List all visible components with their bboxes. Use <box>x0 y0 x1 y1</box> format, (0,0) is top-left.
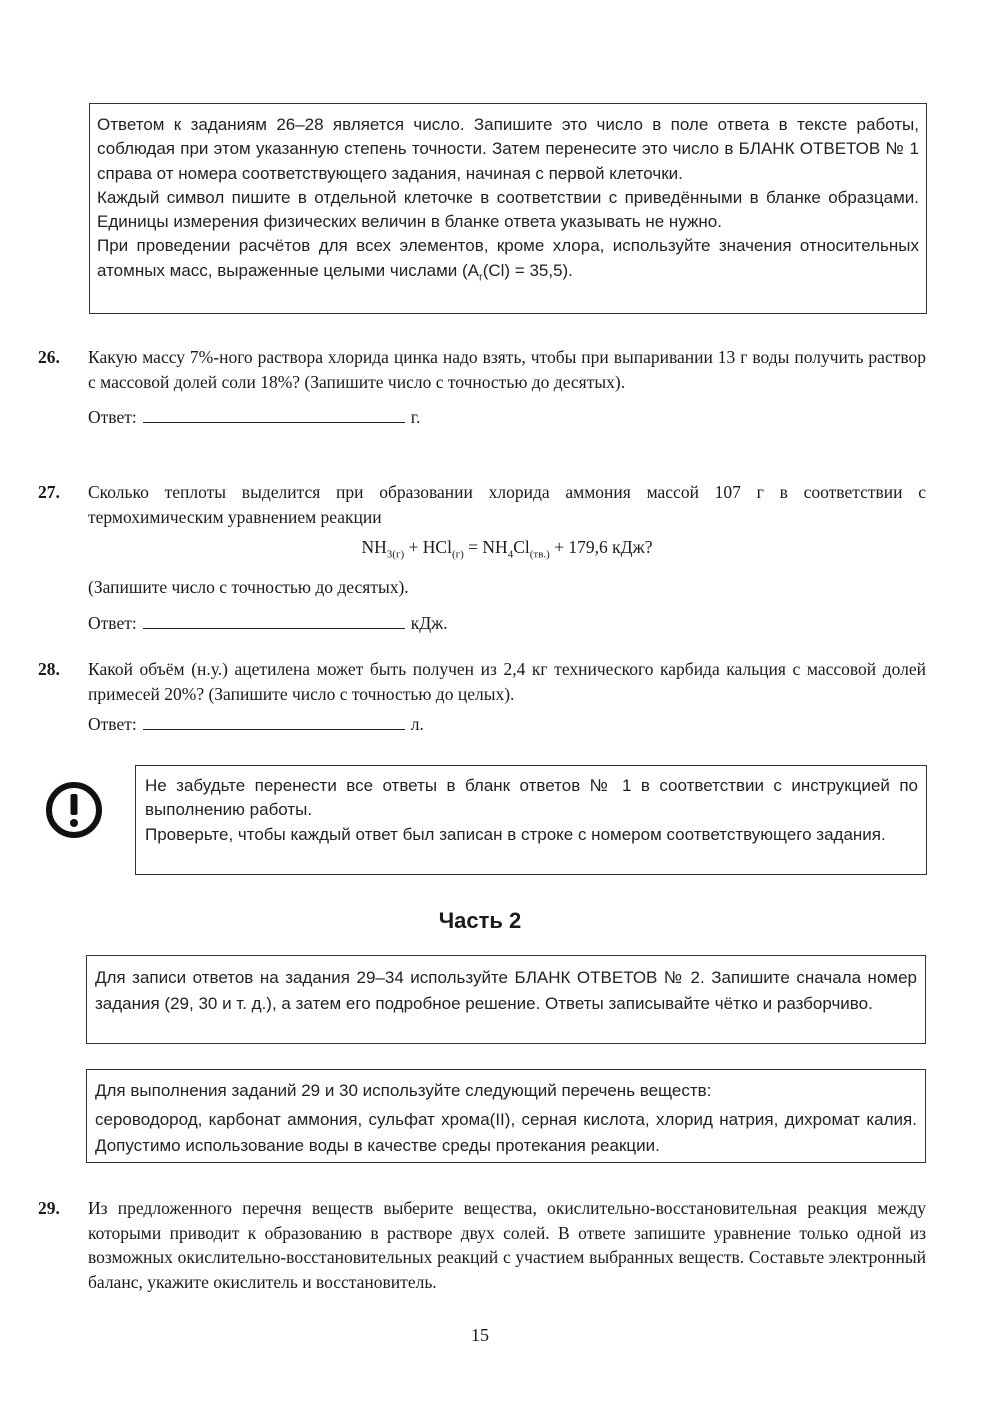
part2-instructions-box <box>86 955 926 1044</box>
exclamation-circle-icon <box>44 780 104 840</box>
reminder-line-1: Не забудьте перенести все ответы в бланк ответов № 1 в соответствии с инструкцией по выполнению работы. <box>145 776 918 820</box>
answer-label: Ответ: <box>88 714 137 734</box>
task-text: Сколько теплоты выделится при образовании хлорида аммония массой 107 г в соответствии с термохимическим уравнением реакции <box>88 482 926 527</box>
part2-instructions: Для записи ответов на задания 29–34 используйте БЛАНК ОТВЕТОВ № 2. Запишите сначала номер задания (29, 30 и т. д.), а затем его подробное решение. Ответы записывайте чётко и разборчиво. <box>95 968 917 1013</box>
answer-row <box>88 405 926 430</box>
answer-field[interactable] <box>143 612 405 629</box>
task-26 <box>38 345 926 430</box>
answer-row <box>88 611 926 636</box>
task-note: (Запишите число с точностью до десятых). <box>88 577 409 597</box>
task-number: 28. <box>38 659 60 679</box>
reminder-box <box>135 765 927 875</box>
task-text: Какую массу 7%-ного раствора хлорида цинка надо взять, чтобы при выпаривании 13 г воды получить раствор с массовой долей соли 18%? (Запишите число с точностью до десятых). <box>88 347 926 392</box>
part-title: Часть 2 <box>438 908 522 933</box>
substances-intro: Для выполнения заданий 29 и 30 используйте следующий перечень веществ: <box>95 1081 712 1100</box>
reminder-line-2: Проверьте, чтобы каждый ответ был записан в строке с номером соответствующего задания. <box>145 824 886 844</box>
task-28 <box>38 657 926 737</box>
answer-field[interactable] <box>143 713 405 730</box>
task-text: Какой объём (н.у.) ацетилена может быть получен из 2,4 кг технического карбида кальция с массовой долей примесей 20%? (Запишите число с точностью до целых). <box>88 659 926 704</box>
instruction-paragraph-3: При проведении расчётов для всех элементов, кроме хлора, используйте значения относительных атомных масс, выраженные целыми числами $(A_r(Cl) = 35,5)$. <box>97 236 919 284</box>
task-number: 27. <box>38 482 60 502</box>
answer-label: Ответ: <box>88 407 137 427</box>
answer-field[interactable] <box>143 406 405 423</box>
answer-unit: г. <box>410 407 421 427</box>
task-number: 29. <box>38 1198 60 1218</box>
task-number: 26. <box>38 347 60 367</box>
instruction-paragraph-1: Ответом к заданиям 26–28 является число. Запишите это число в поле ответа в тексте работы, соблюдая при этом указанную степень точности. Затем перенесите это число в БЛАНК ОТВЕТОВ № 1 справа от номера соответствующего задания, начиная с первой клеточки. <box>97 115 919 183</box>
thermochemical-equation: $NH_{3(г)} + HCl_{(г)} = NH_4Cl_{(тв.)} + 179,6$ кДж? <box>361 537 653 561</box>
answer-label: Ответ: <box>88 612 137 633</box>
task-text: Из предложенного перечня веществ выберите вещества, окислительно-восстановительная реакция между которыми приводит к образованию в растворе двух солей. В ответе запишите уравнение только одной из возможных окислительно-восстановительных реакций с участием выбранных веществ. Составьте электронный баланс, укажите окислитель и восстановитель. <box>88 1198 926 1292</box>
answer-unit: кДж. <box>410 612 448 633</box>
task-29 <box>38 1196 926 1294</box>
page-number: 15 <box>471 1325 489 1345</box>
task-27 <box>38 480 926 635</box>
answer-row <box>88 712 926 737</box>
instructions-box-26-28 <box>89 103 927 314</box>
substances-box <box>86 1069 926 1163</box>
instruction-paragraph-2: Каждый символ пишите в отдельной клеточке в соответствии с приведёнными в бланке образцами. Единицы измерения физических величин в бланке ответа указывать не нужно. <box>97 187 919 232</box>
answer-unit: л. <box>410 714 424 734</box>
substances-list: сероводород, карбонат аммония, сульфат хрома(II), серная кислота, хлорид натрия, дихромат калия. Допустимо использование воды в качестве среды протекания реакции. <box>95 1110 917 1155</box>
